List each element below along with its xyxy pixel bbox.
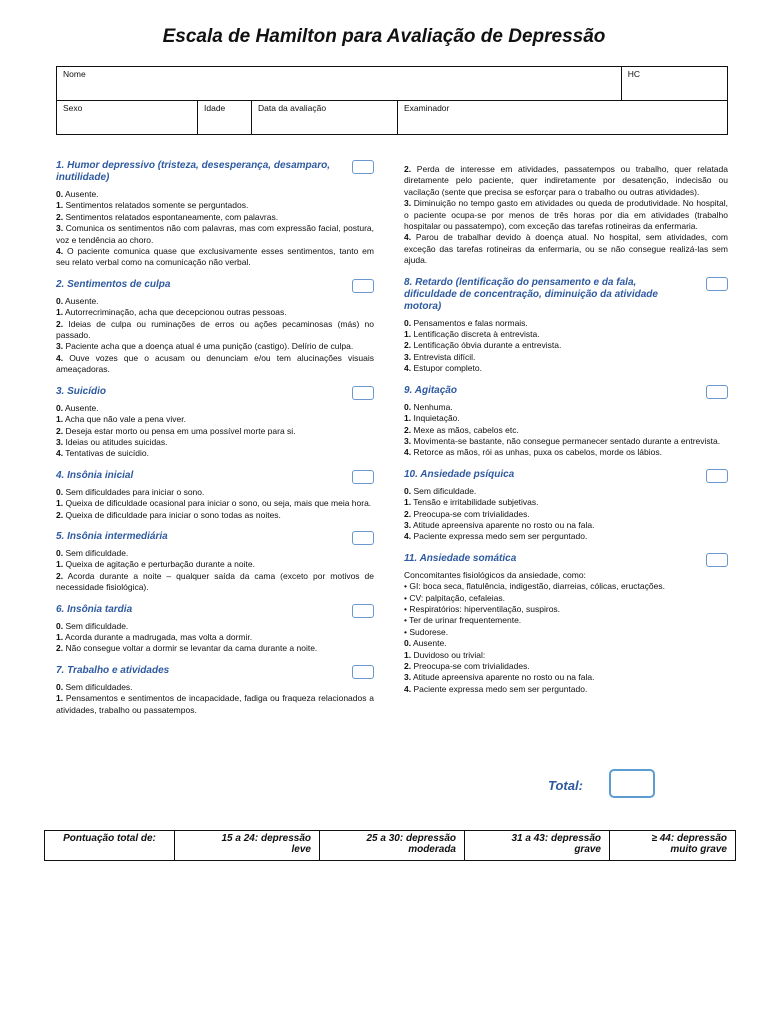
examiner-label: Examinador	[404, 103, 450, 113]
option-number: 1.	[404, 329, 412, 340]
option-line	[404, 497, 728, 508]
option-line	[56, 448, 374, 459]
item-title: 8. Retardo (lentificação do pensamento e da fala, dificuldade de concentração, diminuição da atividade motora)	[404, 276, 658, 312]
score-input-box[interactable]	[352, 279, 374, 293]
option-text: Paciente expressa medo sem ser perguntado.	[411, 531, 588, 542]
option-text: Paciente expressa medo sem ser perguntado.	[411, 683, 588, 694]
score-label: Pontuação total de:	[45, 831, 175, 861]
option-number: 1.	[404, 649, 412, 660]
scale-item	[56, 160, 374, 269]
option-number: 2.	[56, 643, 64, 654]
total-score-box[interactable]	[609, 769, 655, 798]
score-input-box[interactable]	[706, 553, 728, 567]
option-number: 3.	[404, 351, 412, 362]
scale-item	[56, 386, 374, 460]
scale-item	[56, 531, 374, 594]
option-number: 0.	[56, 295, 64, 306]
age-label: Idade	[204, 103, 226, 113]
option-line	[56, 414, 374, 425]
option-line	[404, 520, 728, 531]
option-line	[56, 510, 374, 521]
item-title: 2. Sentimentos de culpa	[56, 278, 171, 290]
item-title: 3. Suicídio	[56, 385, 107, 397]
option-text: Ouve vozes que o acusam ou denunciam e/ou tem alucinações visuais ameaçadoras.	[56, 352, 374, 375]
item-title: 11. Ansiedade somática	[404, 552, 517, 564]
option-text: Pensamentos e sentimentos de incapacidade, fadiga ou fraqueza relacionados a atividades, trabalho ou passatempos.	[56, 693, 374, 715]
option-number: 4.	[404, 531, 412, 542]
option-text: Inquietação.	[411, 413, 460, 424]
option-text: Sem dificuldade.	[63, 620, 129, 631]
option-line	[404, 436, 728, 447]
option-number: 2.	[404, 340, 412, 351]
range-severity: grave	[574, 844, 601, 855]
option-text: Sem dificuldades.	[63, 681, 133, 692]
score-input-box[interactable]	[352, 160, 374, 174]
option-number: 2.	[404, 164, 412, 174]
option-line	[404, 329, 728, 340]
option-text: • Ter de urinar frequentemente.	[404, 615, 522, 626]
score-ranges-table	[44, 830, 736, 861]
item-title: 7. Trabalho e atividades	[56, 664, 170, 676]
option-text: Sentimentos relatados espontaneamente, com palavras.	[63, 211, 279, 222]
option-line	[404, 638, 728, 649]
option-line	[404, 581, 728, 592]
option-number: 0.	[56, 189, 64, 199]
option-number: 2.	[404, 508, 412, 519]
option-number: 2.	[56, 211, 64, 222]
scale-item	[404, 469, 728, 543]
option-text: Comunica os sentimentos não com palavras, mas com expressão facial, postura, voz e tendência ao choro.	[56, 223, 374, 245]
sex-field[interactable]	[57, 101, 198, 135]
option-text: Atitude apreensiva aparente no rosto ou na fala.	[411, 672, 595, 683]
patient-info-table	[56, 66, 728, 135]
option-text: Sem dificuldade.	[63, 547, 129, 558]
option-line	[404, 198, 728, 232]
option-text: Atitude apreensiva aparente no rosto ou na fala.	[411, 519, 595, 530]
option-text: Pensamentos e falas normais.	[411, 317, 528, 328]
option-text: Autorrecriminação, acha que decepcionou outras pessoas.	[63, 307, 287, 318]
option-line	[56, 246, 374, 269]
option-number: 3.	[404, 198, 412, 209]
range-value: 25 a 30: depressão	[366, 833, 456, 844]
option-line	[56, 559, 374, 570]
option-line	[404, 684, 728, 695]
examiner-field[interactable]	[398, 101, 728, 135]
option-number: 4.	[56, 352, 64, 363]
date-field[interactable]	[252, 101, 398, 135]
option-line	[56, 212, 374, 223]
option-line	[404, 352, 728, 363]
range-value: 15 a 24: depressão	[221, 833, 311, 844]
option-text: Queixa de dificuldade ocasional para iniciar o sono, ou seja, mais que meia hora.	[63, 498, 372, 509]
option-number: 3.	[56, 341, 64, 352]
option-text: Ausente.	[63, 402, 99, 413]
option-line	[404, 509, 728, 520]
option-number: 1.	[56, 414, 64, 425]
name-field[interactable]	[57, 67, 622, 101]
page-title: Escala de Hamilton para Avaliação de Depressão	[162, 26, 606, 47]
option-line	[56, 341, 374, 352]
left-column	[56, 160, 374, 726]
range-severity: leve	[291, 844, 311, 855]
option-number: 2.	[404, 424, 412, 435]
right-column	[404, 164, 728, 705]
option-line	[56, 621, 374, 632]
option-number: 1.	[56, 200, 64, 211]
option-text: Ideias ou atitudes suicidas.	[63, 436, 168, 447]
option-number: 4.	[56, 448, 64, 459]
item-title: 9. Agitação	[404, 384, 457, 396]
option-number: 2.	[56, 509, 64, 520]
scale-item	[56, 604, 374, 655]
option-text: Sem dificuldade.	[411, 485, 477, 496]
option-line	[56, 548, 374, 559]
option-text: Tensão e irritabilidade subjetivas.	[411, 497, 539, 508]
item-title: 1. Humor depressivo (tristeza, desesperança, desamparo, inutilidade)	[56, 160, 330, 183]
name-label: Nome	[63, 69, 86, 79]
range-value: ≥ 44: depressão	[651, 833, 727, 844]
option-text: Preocupa-se com trivialidades.	[411, 661, 530, 671]
option-text: Preocupa-se com trivialidades.	[411, 508, 530, 519]
option-line	[404, 164, 728, 198]
option-text: • Respiratórios: hiperventilação, suspiros.	[404, 603, 561, 614]
option-text: Queixa de dificuldade para iniciar o sono todas as noites.	[63, 509, 281, 520]
option-number: 2.	[56, 318, 64, 329]
score-range-cell	[610, 831, 736, 861]
item-7-continuation	[404, 164, 728, 267]
option-text: • GI: boca seca, flatulência, indigestão, diarreias, cólicas, eructações.	[404, 581, 665, 592]
option-line	[56, 643, 374, 654]
option-number: 2.	[56, 425, 64, 436]
option-line	[404, 615, 728, 626]
option-number: 4.	[404, 683, 412, 694]
item-title: 10. Ansiedade psíquica	[404, 468, 515, 480]
option-number: 4.	[404, 447, 412, 458]
option-line	[56, 426, 374, 437]
option-number: 4.	[404, 363, 412, 374]
option-line	[56, 307, 374, 318]
option-line	[56, 487, 374, 498]
option-text: Parou de trabalhar devido à doença atual. No hospital, sem atividades, com exceção das tarefas rotineiras da enfermaria, ou se não consegue realizá-las sem ajuda.	[404, 232, 728, 266]
option-line	[56, 403, 374, 414]
option-line	[404, 402, 728, 413]
option-number: 0.	[404, 485, 412, 496]
option-number: 1.	[56, 693, 64, 704]
option-line	[404, 661, 728, 672]
option-text: Diminuição no tempo gasto em atividades ou queda de produtividade. No hospital, o paciente ocupa-se por menos de três horas por dia em atividades (trabalho hospitalar ou passatempo), com exceção das tarefas rotineiras da enfermaria.	[404, 198, 728, 232]
option-number: 0.	[404, 401, 412, 412]
scale-item	[404, 385, 728, 459]
option-text: Ausente.	[63, 295, 99, 306]
range-severity: muito grave	[670, 844, 727, 855]
option-text: Duvidoso ou trivial:	[411, 649, 486, 660]
option-number: 2.	[56, 570, 64, 581]
option-text: Queixa de agitação e perturbação durante a noite.	[63, 559, 255, 570]
option-line	[56, 632, 374, 643]
scale-item	[404, 277, 728, 375]
option-text: Acorda durante a madrugada, mas volta a dormir.	[63, 631, 253, 642]
option-line	[404, 650, 728, 661]
option-text: Sentimentos relatados somente se perguntados.	[63, 200, 249, 211]
option-text: Não consegue voltar a dormir se levantar da cama durante a noite.	[63, 643, 318, 654]
scale-item	[56, 279, 374, 376]
score-range-cell	[465, 831, 610, 861]
option-line	[404, 604, 728, 615]
option-line	[56, 200, 374, 211]
option-text: Tentativas de suicídio.	[63, 448, 149, 459]
range-value: 31 a 43: depressão	[511, 833, 601, 844]
scale-item	[404, 553, 728, 695]
option-number: 0.	[56, 486, 64, 497]
score-input-box[interactable]	[352, 665, 374, 679]
option-number: 3.	[404, 519, 412, 530]
scale-item	[56, 470, 374, 521]
option-text: Retorce as mãos, rói as unhas, puxa os cabelos, morde os lábios.	[411, 447, 662, 458]
option-number: 1.	[404, 497, 412, 508]
option-text: Paciente acha que a doença atual é uma punição (castigo). Delírio de culpa.	[63, 341, 354, 352]
score-range-cell	[320, 831, 465, 861]
option-line	[56, 353, 374, 376]
option-number: 4.	[404, 232, 412, 243]
option-line	[404, 363, 728, 374]
option-line	[404, 627, 728, 638]
option-text: Acha que não vale a pena viver.	[63, 414, 186, 425]
range-severity: moderada	[408, 844, 456, 855]
option-number: 1.	[404, 413, 412, 424]
option-number: 3.	[404, 672, 412, 683]
option-number: 1.	[56, 307, 64, 318]
score-input-box[interactable]	[352, 604, 374, 618]
option-text: Ausente.	[63, 189, 99, 199]
option-text: O paciente comunica quase que exclusivamente esses sentimentos, tanto em seu relato verbal como na comunicação não verbal.	[56, 246, 374, 268]
option-line	[56, 571, 374, 594]
option-text: Deseja estar morto ou pensa em uma possível morte para si.	[63, 425, 296, 436]
score-input-box[interactable]	[706, 385, 728, 399]
option-number: 1.	[56, 498, 64, 509]
option-line	[404, 672, 728, 683]
option-text: • Sudorese.	[404, 626, 449, 637]
option-number: 3.	[56, 223, 64, 234]
option-text: Estupor completo.	[411, 363, 482, 374]
option-number: 1.	[56, 559, 64, 570]
option-line	[404, 447, 728, 458]
score-input-box[interactable]	[352, 531, 374, 545]
option-line	[56, 296, 374, 307]
option-number: 3.	[56, 436, 64, 447]
option-number: 3.	[404, 435, 412, 446]
sex-label: Sexo	[63, 103, 83, 113]
option-number: 2.	[404, 661, 412, 671]
option-text: • CV: palpitação, cefaleias.	[404, 592, 505, 603]
option-line	[56, 189, 374, 200]
option-line	[56, 319, 374, 342]
option-line	[404, 318, 728, 329]
score-input-box[interactable]	[352, 470, 374, 484]
date-label: Data da avaliação	[258, 103, 327, 113]
option-line	[404, 232, 728, 266]
option-line	[56, 682, 374, 693]
age-field[interactable]	[198, 101, 252, 135]
option-text: Acorda durante a noite – qualquer saída da cama (exceto por motivos de necessidade fisiológica).	[56, 570, 374, 593]
score-range-cell	[175, 831, 320, 861]
option-text: Concomitantes fisiológicos da ansiedade, como:	[404, 569, 586, 580]
item-title: 5. Insônia intermediária	[56, 530, 168, 542]
score-input-box[interactable]	[706, 469, 728, 483]
option-text: Entrevista difícil.	[411, 351, 476, 362]
option-text: Lentificação discreta à entrevista.	[411, 329, 540, 340]
score-input-box[interactable]	[352, 386, 374, 400]
option-line	[404, 340, 728, 351]
option-text: Movimenta-se bastante, não consegue permanecer sentado durante a entrevista.	[411, 435, 721, 446]
option-number: 4.	[56, 246, 64, 257]
item-title: 6. Insônia tardia	[56, 603, 133, 615]
option-text: Sem dificuldades para iniciar o sono.	[63, 486, 205, 497]
score-input-box[interactable]	[706, 277, 728, 291]
option-number: 1.	[56, 631, 64, 642]
option-text: Mexe as mãos, cabelos etc.	[411, 424, 519, 435]
option-line	[404, 486, 728, 497]
option-line	[404, 425, 728, 436]
hc-field[interactable]	[621, 67, 727, 101]
option-number: 0.	[56, 620, 64, 631]
hc-label: HC	[627, 69, 641, 79]
option-number: 0.	[56, 681, 64, 692]
option-line	[56, 437, 374, 448]
option-number: 0.	[56, 547, 64, 558]
option-line	[404, 413, 728, 424]
option-line	[404, 570, 728, 581]
option-text: Perda de interesse em atividades, passatempos ou trabalho, quer relatada diretamente pelo paciente, quer indiretamente por desatenção, indecisão ou vacilação (sente que precisa se esforçar para o trabalho ou outras atividades).	[404, 164, 728, 197]
option-text: Ideias de culpa ou ruminações de erros ou ações pecaminosas (más) no passado.	[56, 318, 374, 341]
option-line	[56, 498, 374, 509]
option-text: Nenhuma.	[411, 401, 453, 412]
option-line	[404, 593, 728, 604]
option-number: 0.	[404, 317, 412, 328]
item-title: 4. Insônia inicial	[56, 469, 134, 481]
option-line	[56, 693, 374, 716]
scale-item	[56, 665, 374, 716]
option-line	[404, 531, 728, 542]
option-number: 0.	[56, 402, 64, 413]
option-number: 0.	[404, 638, 412, 649]
total-label: Total:	[548, 778, 583, 793]
option-line	[56, 223, 374, 246]
option-text: Lentificação óbvia durante a entrevista.	[411, 340, 562, 351]
option-text: Ausente.	[411, 638, 447, 649]
